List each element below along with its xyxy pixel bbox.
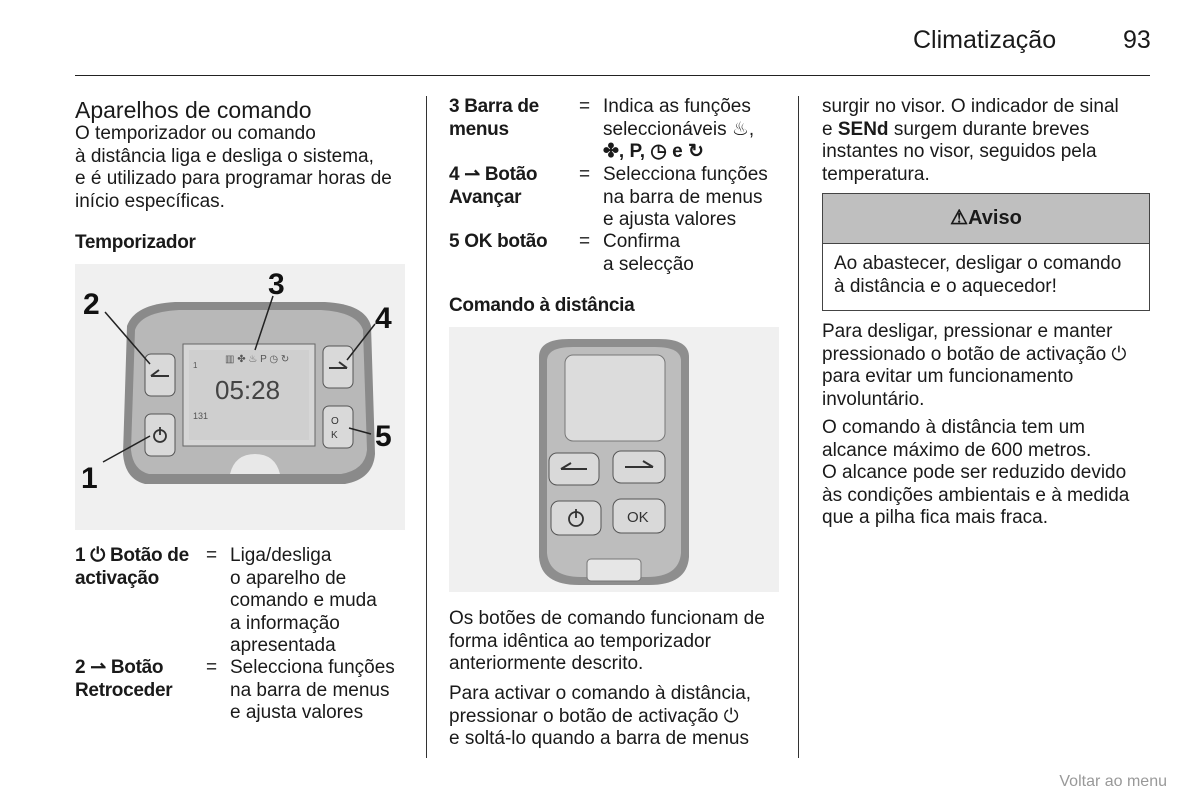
column-divider (426, 96, 427, 758)
page-number: 93 (1123, 26, 1151, 54)
section-heading: Aparelhos de comando (75, 97, 312, 123)
timer-device-illustration (75, 264, 405, 530)
def-desc: Selecciona funções na barra de menus e ajusta valores (603, 164, 768, 230)
svg-text:OK: OK (627, 509, 649, 526)
def-equals: = (579, 96, 591, 117)
subheading-remote: Comando à distância (449, 295, 635, 316)
warning-header (823, 194, 1149, 244)
back-to-menu-link[interactable]: Voltar ao menu (1059, 773, 1167, 790)
callout-4: 4 (375, 302, 392, 335)
column-divider (798, 96, 799, 758)
def-desc: Confirma a selecção (603, 231, 694, 275)
def-term: 1 ⏻ Botão de activação (75, 545, 189, 589)
paragraph-range: O comando à distância tem um alcance máximo de 600 metros. O alcance pode ser reduzido devido às condições ambientais e à medida que a pilha fica mais fraca. (822, 417, 1130, 528)
definition-list-menu (449, 96, 789, 276)
svg-text:▥ ✤ ♨ P ◷ ↻: ▥ ✤ ♨ P ◷ ↻ (225, 354, 290, 365)
warning-triangle-icon: ⚠ (950, 207, 969, 229)
callout-5: 5 (375, 420, 392, 453)
intro-paragraph: O temporizador ou comando à distância liga e desliga o sistema, e é utilizado para programar horas de início específicas. (75, 123, 392, 212)
def-desc: Liga/desliga o aparelho de comando e muda a informação apresentada (230, 545, 377, 656)
callout-2: 2 (83, 288, 100, 321)
svg-text:O: O (331, 416, 339, 427)
def-equals: = (579, 231, 591, 252)
warning-body: Ao abastecer, desligar o comando à distância e o aquecedor! (834, 253, 1122, 297)
paragraph-activate: Para activar o comando à distância, pressionar o botão de activação ⏻ e soltá-lo quando a barra de menus (449, 683, 752, 749)
svg-text:1: 1 (193, 361, 198, 370)
definition-list-timer (75, 545, 415, 725)
lcd-time: 05:28 (215, 375, 281, 405)
def-term: 2 ⇀ Botão Retroceder (75, 657, 173, 701)
def-term: 4 ⇀ Botão Avançar (449, 164, 538, 208)
header-rule (75, 75, 1150, 76)
def-equals: = (579, 164, 591, 185)
warning-title: Aviso (968, 207, 1022, 229)
remote-control-illustration (449, 327, 779, 592)
def-desc: Indica as funções seleccionáveis ♨, ✤, P, ◷ e ↻ (603, 96, 755, 162)
def-equals: = (206, 657, 218, 678)
def-equals: = (206, 545, 218, 566)
def-desc: Selecciona funções na barra de menus e ajusta valores (230, 657, 395, 723)
def-term: 3 Barra de menus (449, 96, 539, 140)
svg-text:K: K (331, 430, 338, 441)
callout-3: 3 (268, 268, 285, 301)
paragraph-switch-off: Para desligar, pressionar e manter pressionado o botão de activação ⏻ para evitar um funcionamento involuntário. (822, 321, 1127, 410)
chapter-title: Climatização (913, 26, 1057, 54)
svg-text:131: 131 (193, 411, 209, 421)
warning-box (822, 193, 1150, 311)
subheading-timer: Temporizador (75, 232, 196, 253)
def-term: 5 OK botão (449, 231, 548, 252)
paragraph-signal: surgir no visor. O indicador de sinal e SENd surgem durante breves instantes no visor, seguidos pela temperatura. (822, 96, 1119, 185)
paragraph-buttons: Os botões de comando funcionam de forma idêntica ao temporizador anteriormente descrito. (449, 608, 765, 674)
ok-button-shape (323, 406, 353, 448)
callout-1: 1 (81, 462, 98, 495)
